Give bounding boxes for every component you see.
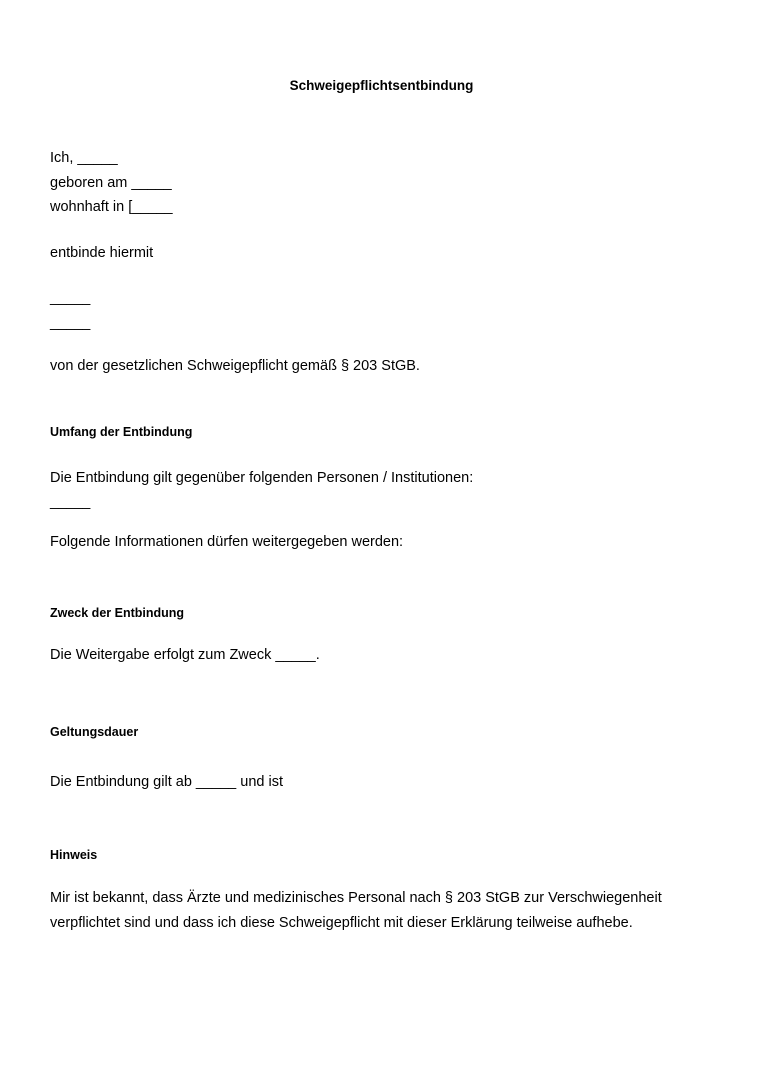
duration-body-line: Die Entbindung gilt ab _____ und ist: [50, 773, 283, 790]
scope-recipients-block: [50, 466, 700, 515]
purpose-body-line: Die Weitergabe erfolgt zum Zweck _____.: [50, 647, 320, 663]
document-title: Schweigepflichtsentbindung: [289, 78, 474, 93]
declarant-birthdate-line: geboren am _____: [50, 174, 172, 191]
duration-section-heading: Geltungsdauer: [50, 724, 139, 739]
release-statement-line: entbinde hiermit: [50, 244, 154, 261]
declarant-name-line: Ich, _____: [50, 150, 118, 166]
notice-body-paragraph: Mir ist bekannt, dass Ärzte und medizinisches Personal nach § 203 StGB zur Verschwiegenheit verpflichtet sind und dass ich diese Schweigepflicht mit dieser Erklärung teilweise aufhebe.: [50, 890, 662, 931]
released-party-block: [50, 286, 700, 335]
released-party-blank-2: _____: [50, 314, 91, 331]
notice-section-heading: Hinweis: [50, 848, 98, 862]
scope-recipients-blank: _____: [50, 494, 91, 510]
scope-section-heading: Umfang der Entbindung: [50, 424, 193, 439]
declarant-block: [50, 146, 700, 220]
purpose-section-heading: Zweck der Entbindung: [50, 606, 185, 620]
legal-basis-line: von der gesetzlichen Schweigepflicht gemäß § 203 StGB.: [50, 358, 420, 374]
scope-recipients-line: Die Entbindung gilt gegenüber folgenden Personen / Institutionen:: [50, 469, 474, 486]
released-party-blank-1: _____: [50, 290, 91, 306]
scope-information-line: Folgende Informationen dürfen weitergegeben werden:: [50, 533, 404, 550]
declarant-address-line: wohnhaft in [_____: [50, 199, 173, 215]
